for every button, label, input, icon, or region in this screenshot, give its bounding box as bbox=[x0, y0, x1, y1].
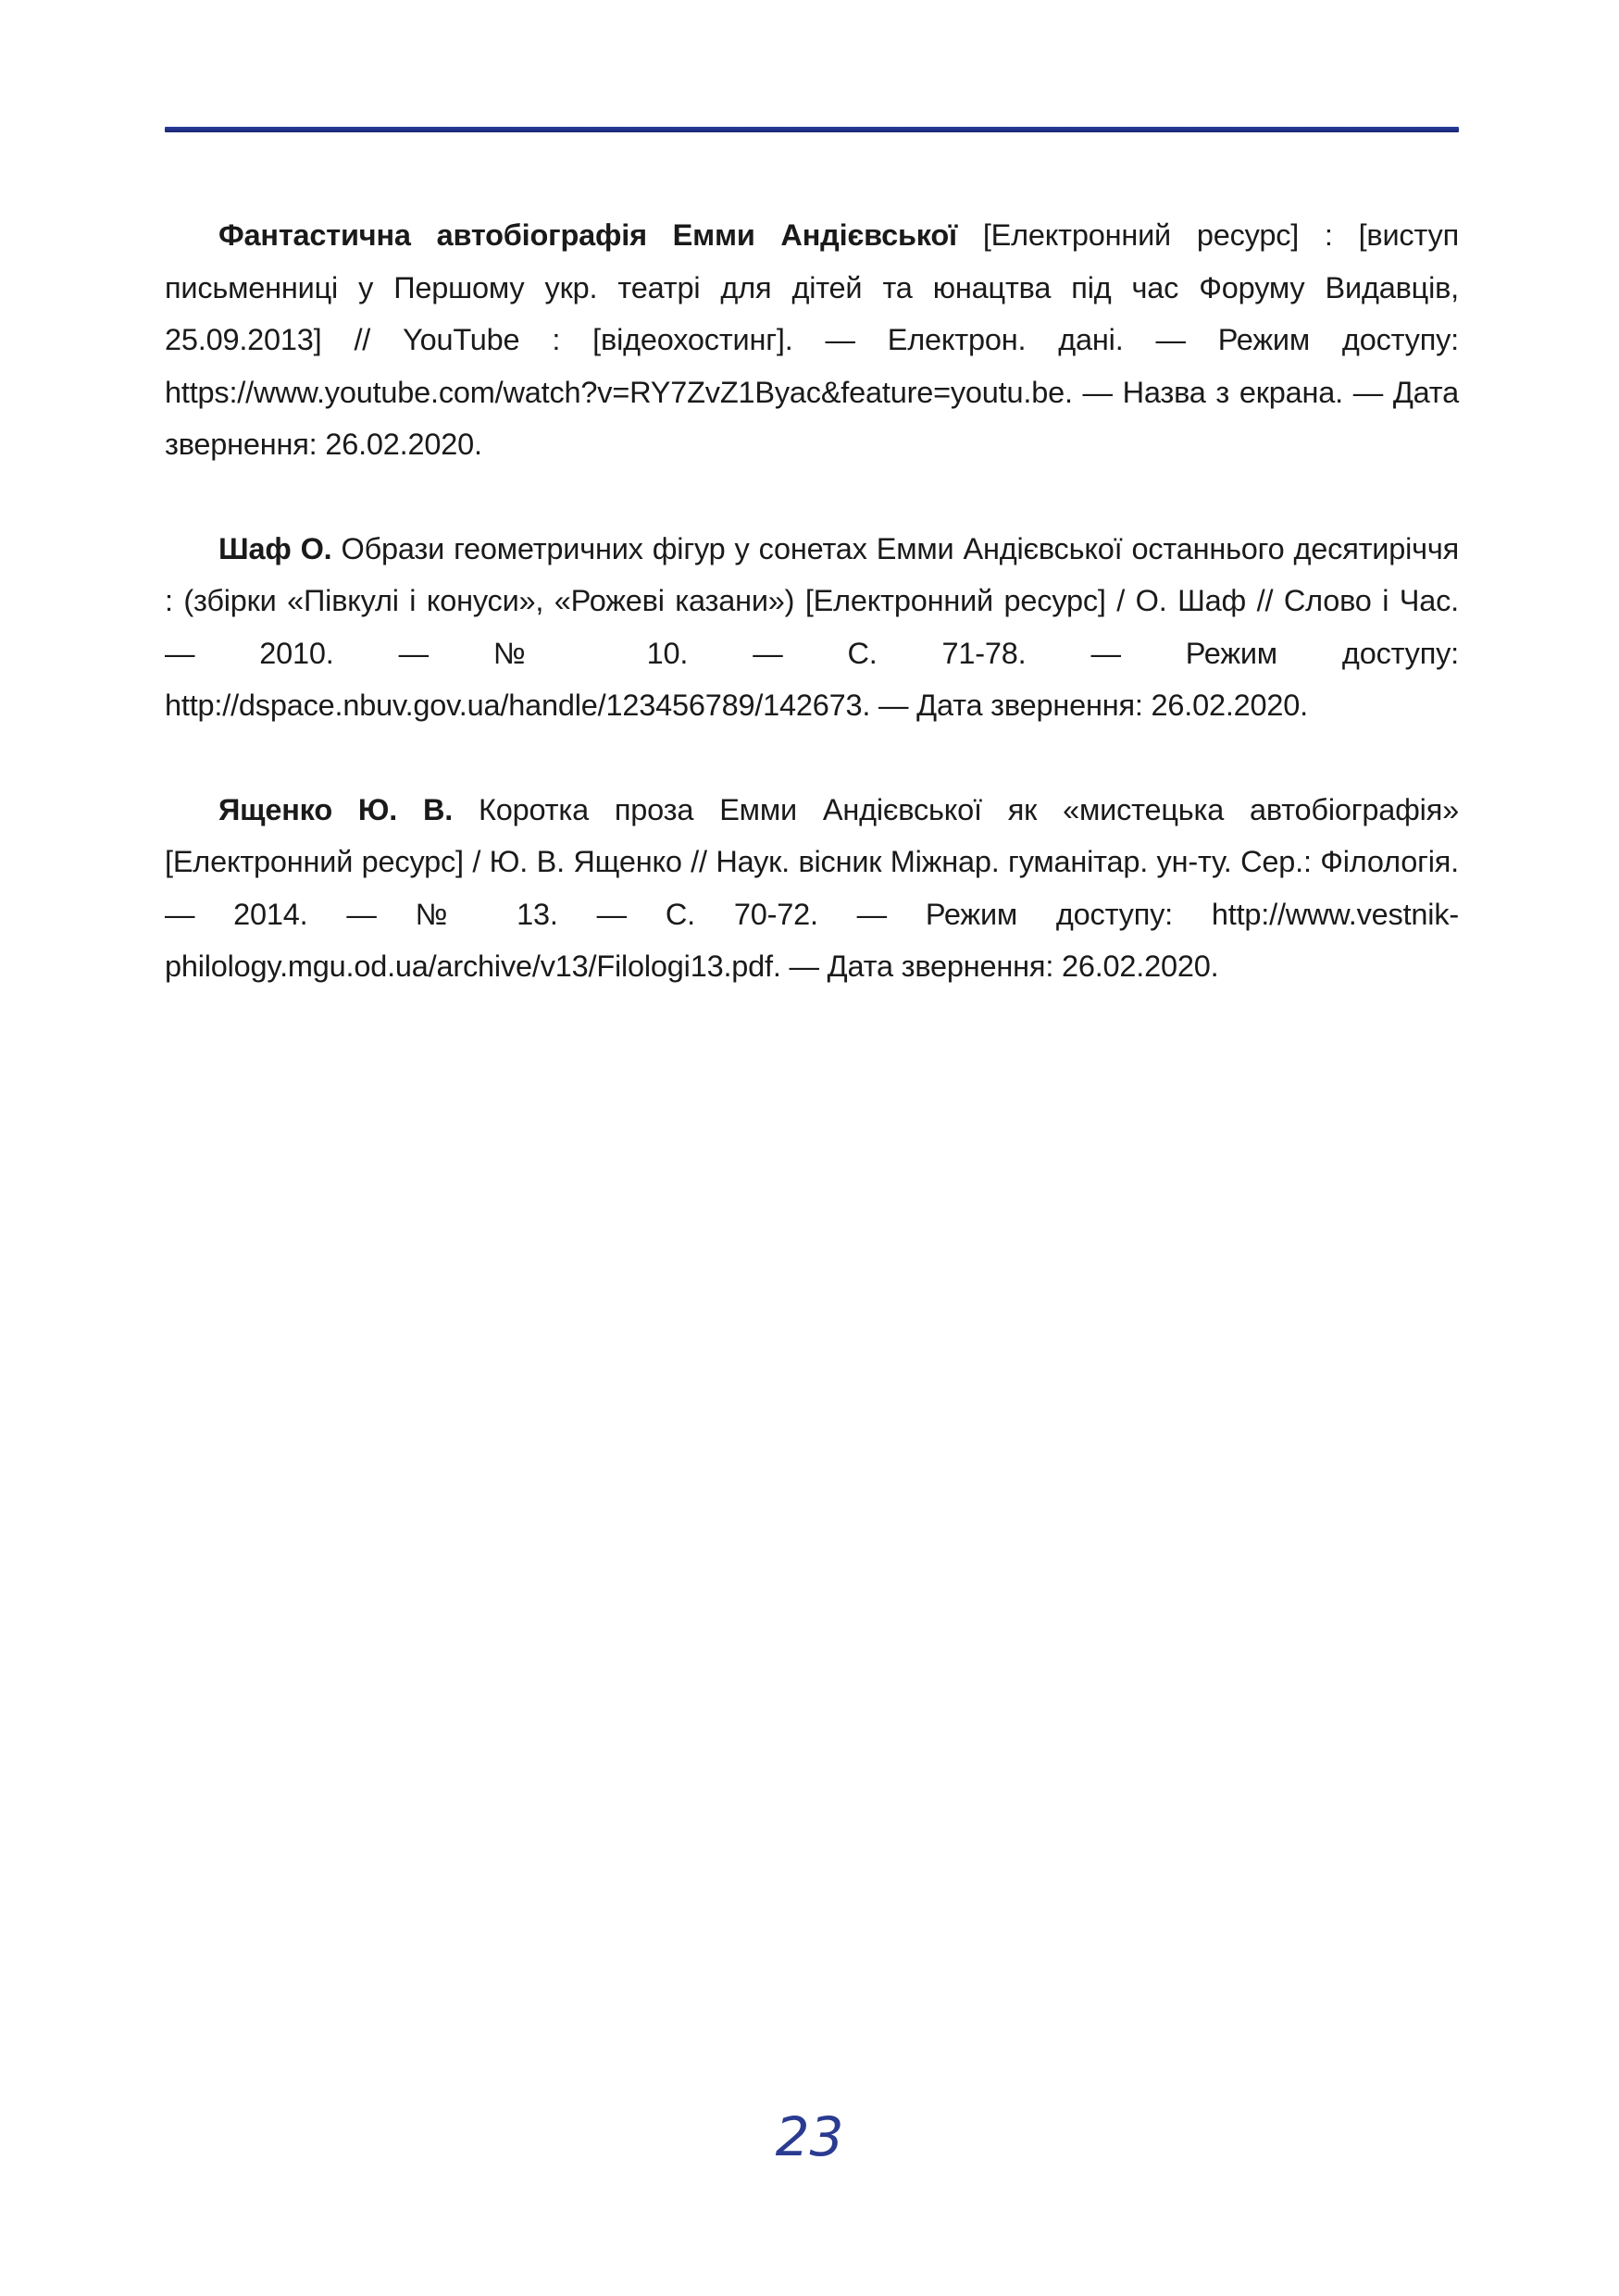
bibliography-entry bbox=[165, 523, 1459, 732]
entry-author: Фантастична автобіографія Емми Андієвської bbox=[218, 218, 957, 252]
bibliography-entry bbox=[165, 784, 1459, 993]
entry-text: Образи геометричних фігур у сонетах Емми Андієвської останнього десятиріччя : (збірки «Півкулі і конуси», «Рожеві казани») [Електронний ресурс] / О. Шаф // Слово і Час. — 2010. — № 10. — С. 71-78. — Режим доступу: http://dspace.nbuv.gov.ua/handle/123456789/142673. — Дата звернення: 26.02.2020. bbox=[165, 531, 1459, 722]
entry-text: [Електронний ресурс] : [виступ письменниці у Першому укр. театрі для дітей та юнацтва під час Форуму Видавців, 25.09.2013] // YouTube : [відеохостинг]. — Електрон. дані. — Режим доступу: https://www.youtube.com/watch?v=RY7ZvZ1Byac&feature=youtu.be. — Назва з екрана. — Дата звернення: 26.02.2020. bbox=[165, 218, 1459, 461]
entry-author: Шаф О. bbox=[218, 531, 332, 565]
entry-text: Коротка проза Емми Андієвської як «мистецька автобіографія» [Електронний ресурс] / Ю. В. Ященко // Наук. вісник Міжнар. гуманітар. ун-ту. Сер.: Філологія. — 2014. — № 13. — С. 70-72. — Режим доступу: http://www.vestnik-philology.mgu.od.ua/archive/v13/Filologi13.pdf. — Дата звернення: 26.02.2020. bbox=[165, 792, 1459, 983]
header-rule bbox=[165, 127, 1459, 132]
bibliography-entry bbox=[165, 209, 1459, 471]
bibliography-list bbox=[165, 209, 1459, 1045]
page-number: 23 bbox=[775, 2105, 844, 2168]
entry-author: Ященко Ю. В. bbox=[218, 792, 454, 826]
